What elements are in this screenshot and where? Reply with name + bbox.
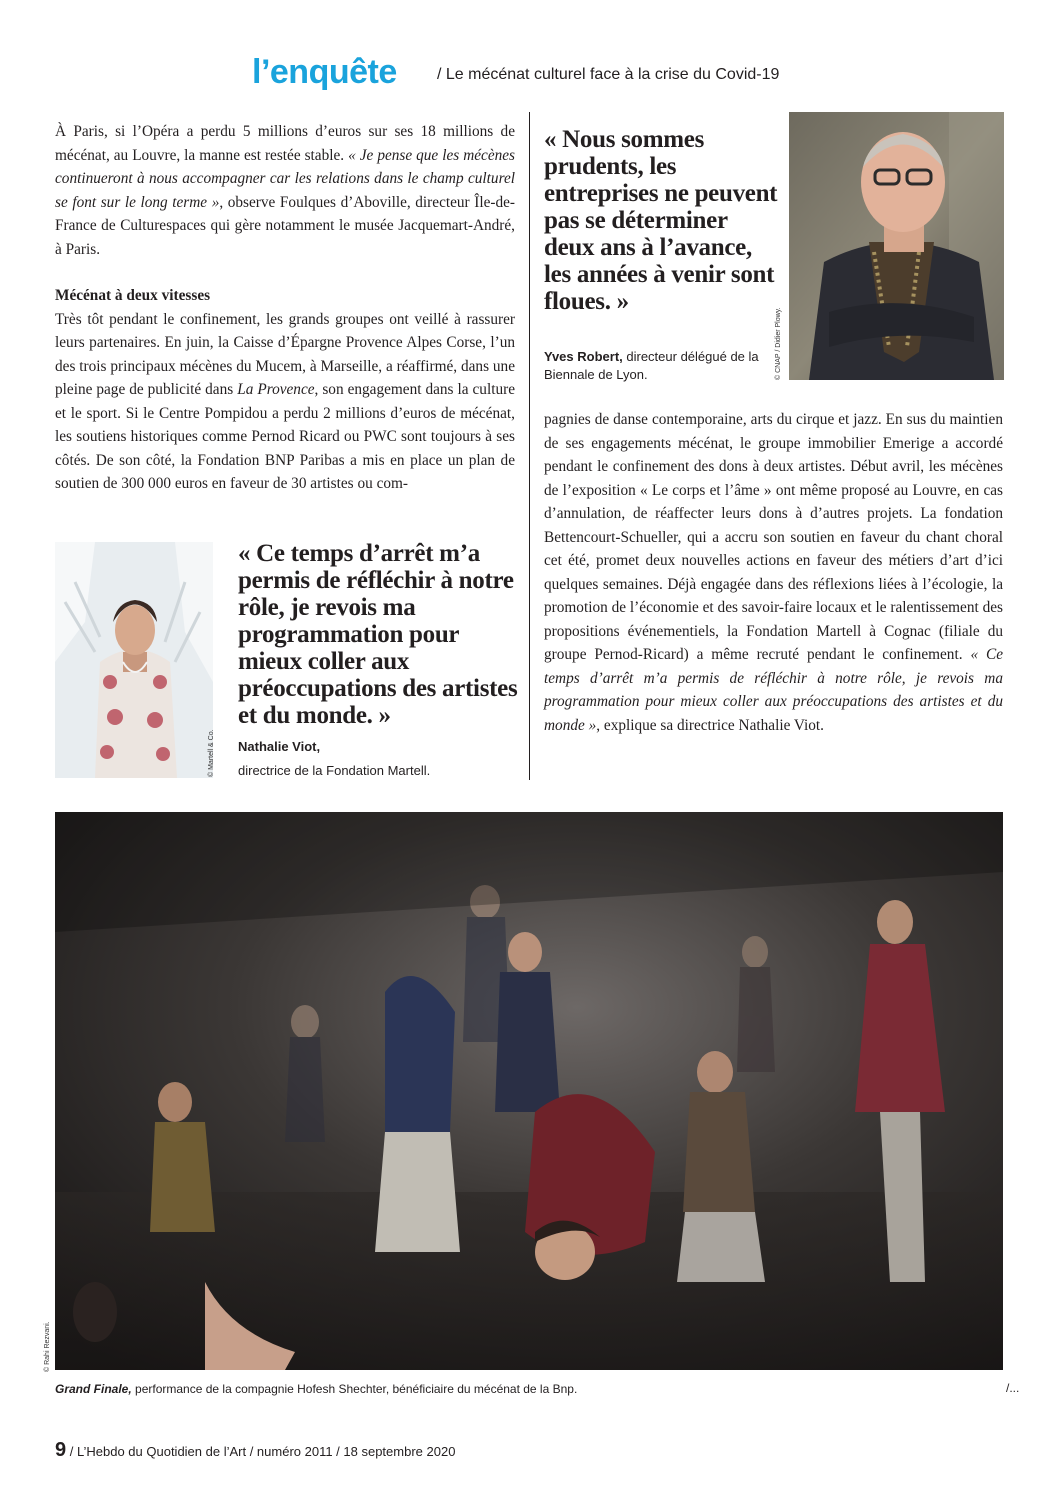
quote-attribution-robert: Yves Robert, directeur délégué de la Biennale de Lyon. [544,349,759,382]
portrait-photo-viot [55,542,213,778]
quote-attribution-viot: Nathalie Viot, [238,739,321,754]
subheading: Mécénat à deux vitesses [55,287,211,304]
paragraph-body: Très tôt pendant le confinement, les grands groupes ont veillé à rassurer leurs partenaires. En juin, la Caisse d’Épargne Provence Alpes Corse, l’un des trois principaux mécènes du Mucem, à Marseille, a réaffirmé, dans une pleine page de publicité dans La Provence, son engagement dans la culture et le sport. Si le Centre Pompidou a perdu 2 millions d’euros de mécénat, les soutiens historiques comme Pernod Ricard ou PWC sont toujours à ses côtés. De son côté, la Fondation BNP Paribas a mis en place un plan de soutien de 300 000 euros en faveur de 30 artistes ou com- [55,310,515,492]
photo-credit: © Rahi Rezvani. [44,1321,51,1372]
dance-performance-photo [55,812,1003,1370]
photo-credit: © Martell & Co. [208,729,215,777]
article-subtitle: / Le mécénat culturel face à la crise du Covid-19 [437,66,780,83]
quote-role-viot: directrice de la Fondation Martell. [238,763,431,778]
portrait-photo-robert [789,112,1004,380]
pull-quote-robert: « Nous sommes prudents, les entreprises ne peuvent pas se déterminer deux ans à l’avance, les années à venir sont floues. » [544,126,778,315]
pull-quote-viot: « Ce temps d’arrêt m’a permis de réfléchir à notre rôle, je revois ma programmation pour mieux coller aux préoccupations des artistes et du monde. » [238,540,518,729]
paragraph-intro: À Paris, si l’Opéra a perdu 5 millions d’euros sur ses 18 millions de mécénat, au Louvre, la manne est restée stable. « Je pense que les mécènes continueront à nous accompagner car les relations dans le champ culturel se font sur le long terme », observe Foulques d’Aboville, directeur Île-de-France de Culturespaces qui gère notamment le musée Jacquemart-André, à Paris. [55,123,515,258]
newspaper-title: La Provence [237,381,315,398]
article-column-2 [544,408,1003,737]
photo-credit: © CNAP / Didier Plowy. [775,307,782,380]
page-number: 9 [55,1439,67,1461]
paragraph-continued: pagnies de danse contemporaine, arts du cirque et jazz. En sus du maintien de ses engagements mécénat, le groupe immobilier Emerige a accordé pendant le confinement des dons à deux artistes. Début avril, les mécènes de l’exposition « Le corps et l’âme » ont même proposé au Louvre, en cas d’annulation, de réaffecter leurs dons à d’autres projets. La fondation Bettencourt-Schueller, qui a accru son soutien en faveur du chant choral cet été, promet deux nouvelles actions en faveur des métiers d’art d’ici quelques semaines. Déjà engagée dans des réflexions liées à l’écologie, la promotion de l’économie et des savoir-faire locaux et le ralentissement des propositions événementiels, la Fondation Martell à Cognac (filiale du groupe Pernod-Ricard) a même recruté pendant le confinement. « Ce temps d’arrêt m’a permis de réfléchir à notre rôle, je revois ma programmation pour mieux coller aux préoccupations des artistes et du monde », explique sa directrice Nathalie Viot. [544,411,1004,734]
article-column-1 [55,120,515,496]
section-title: l’enquête [252,53,397,91]
inline-quote: « Ce temps d’arrêt m’a permis de réfléchir à notre rôle, je revois ma programmation pour mieux coller aux préoccupations des artistes et du monde » [544,646,1004,734]
column-divider [529,112,530,780]
inline-quote: « Je pense que les mécènes continueront à nous accompagner car les relations dans le champ culturel se font sur le long terme » [55,146,515,211]
page-footer: 9 / L’Hebdo du Quotidien de l’Art / numéro 2011 / 18 septembre 2020 [55,1439,456,1461]
photo-caption: Grand Finale, performance de la compagnie Hofesh Shechter, bénéficiaire du mécénat de la Bnp. [55,1382,578,1396]
continued-marker: /... [1006,1381,1020,1395]
